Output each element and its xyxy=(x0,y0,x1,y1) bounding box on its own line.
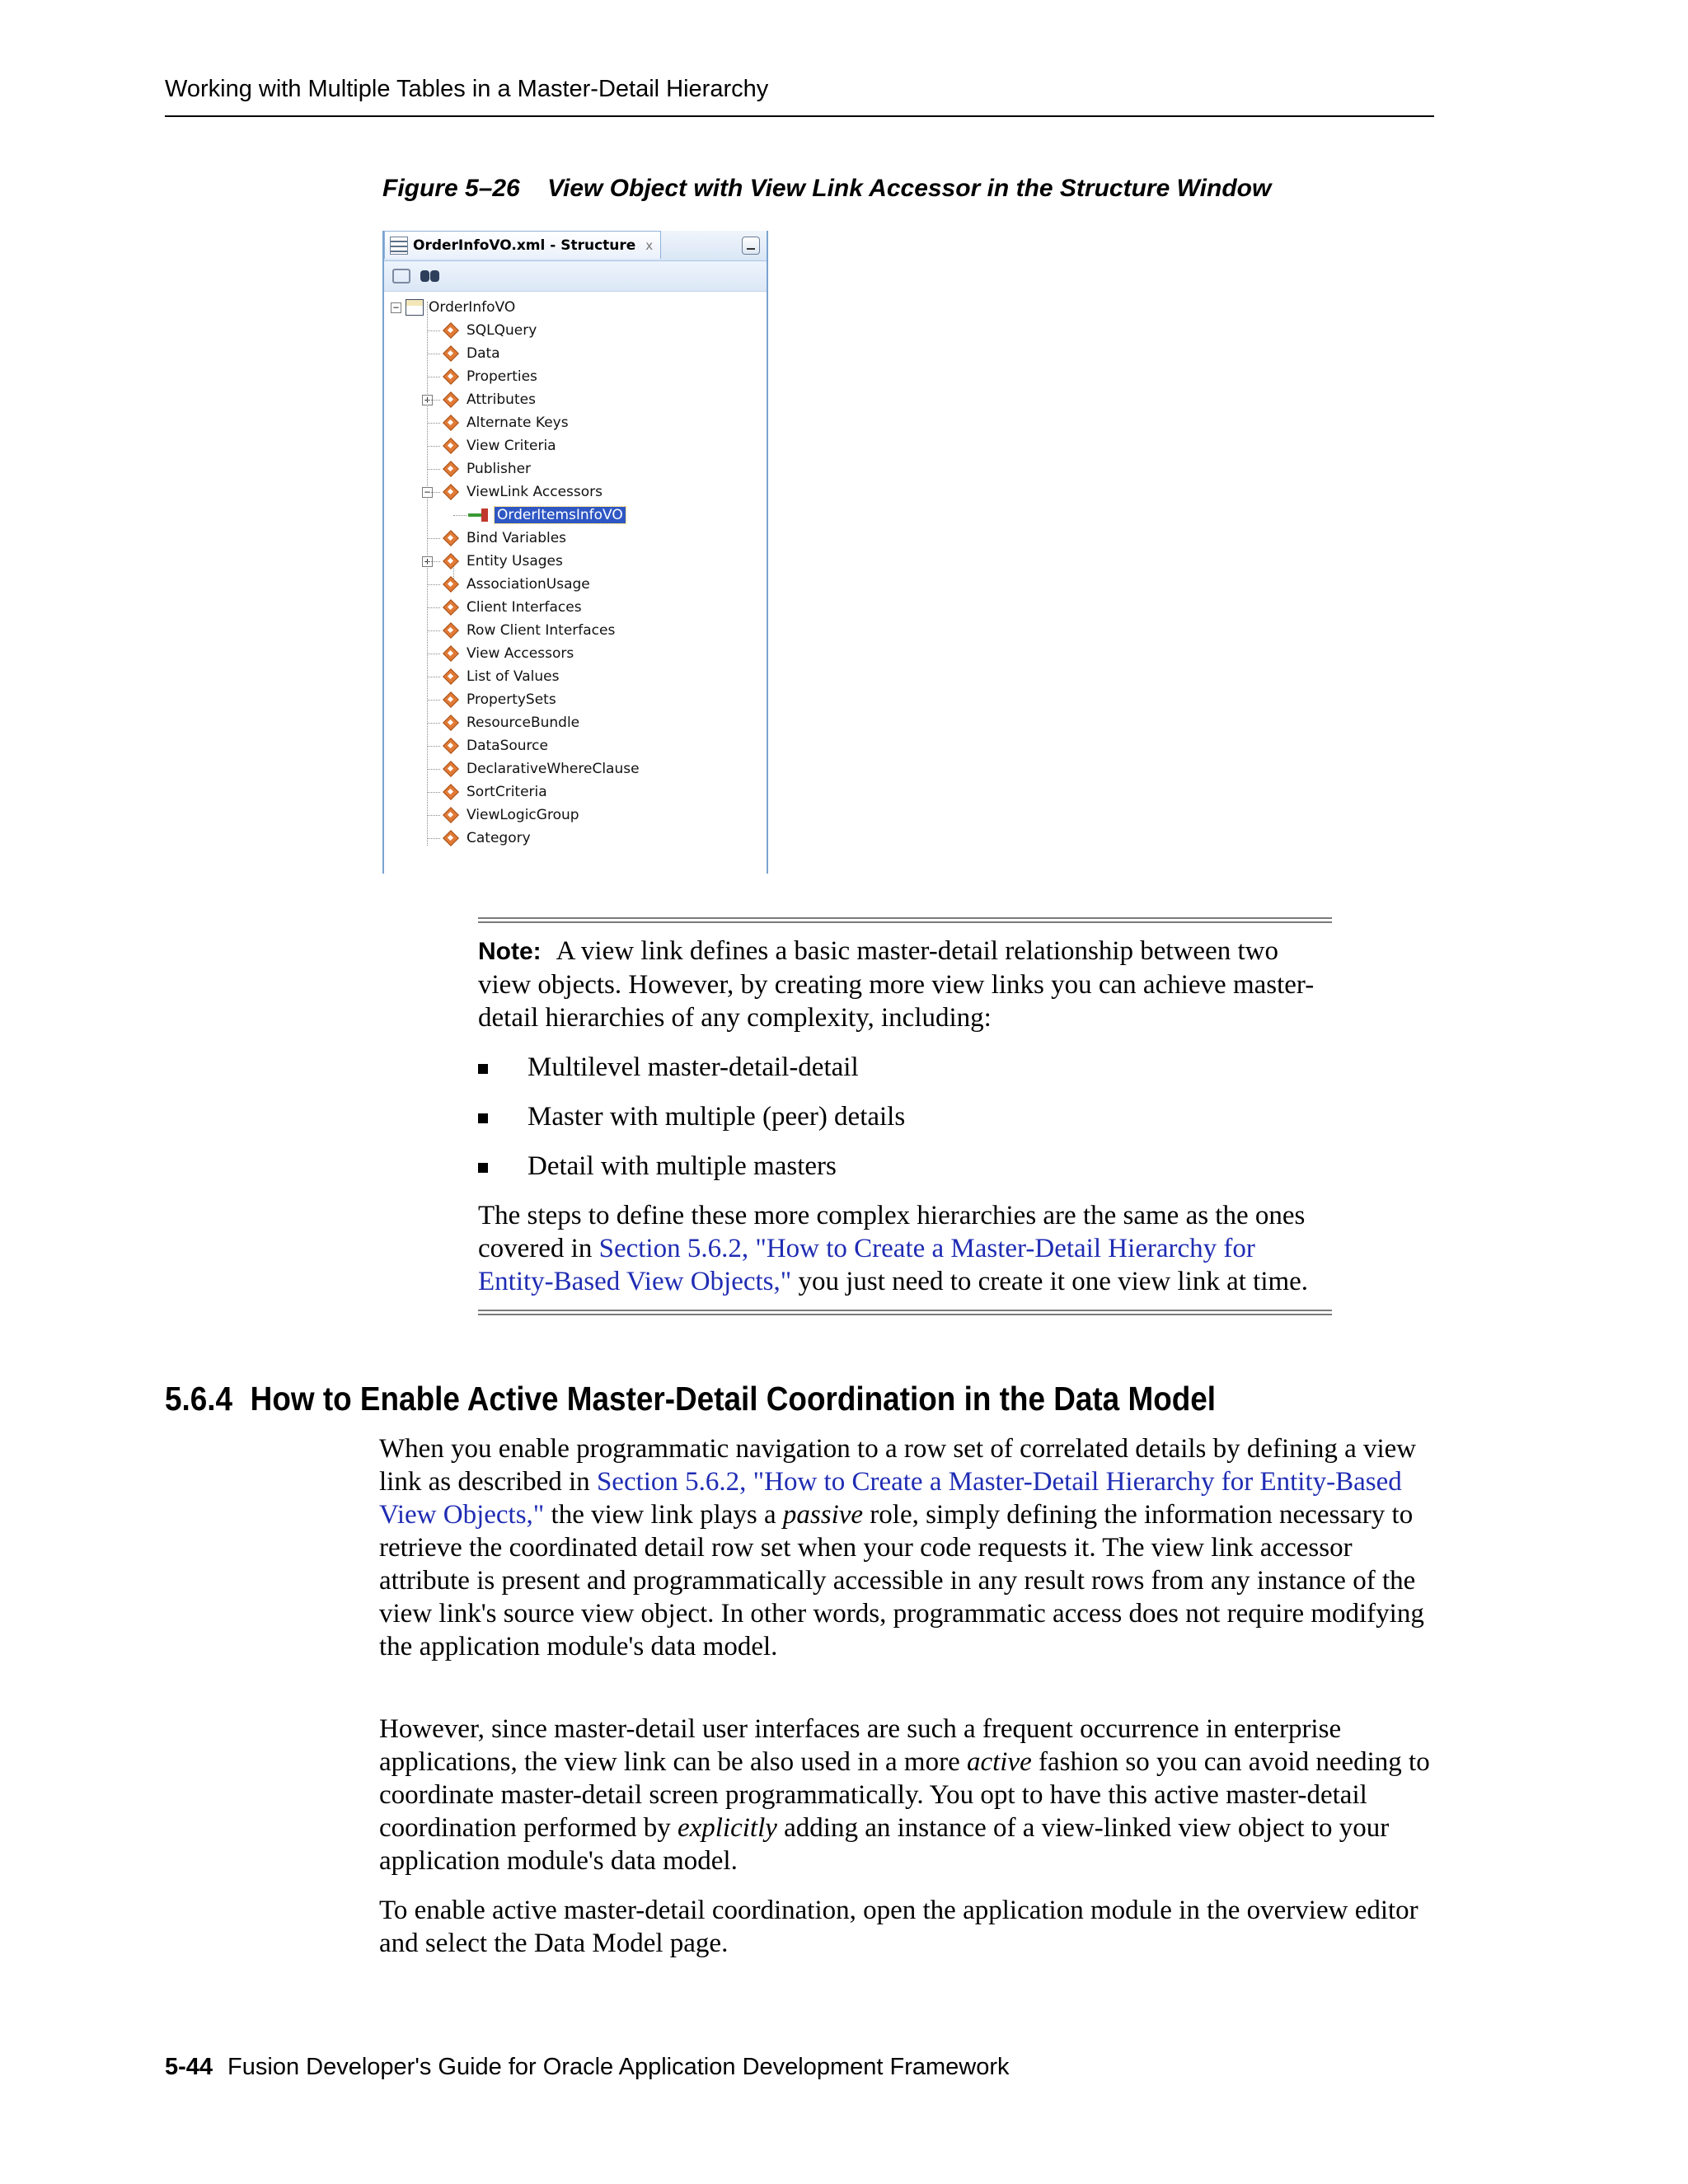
header-rule xyxy=(165,115,1434,117)
node-icon xyxy=(442,762,460,776)
note-bullet xyxy=(478,1150,1332,1183)
tree-node-label: Alternate Keys xyxy=(467,415,569,431)
tree-node-label: View Criteria xyxy=(467,438,556,454)
tree-node[interactable] xyxy=(427,480,603,504)
tree-node[interactable] xyxy=(427,388,536,411)
tree-node-label: PropertySets xyxy=(467,691,556,708)
tree-node[interactable] xyxy=(427,619,615,642)
node-icon xyxy=(442,600,460,615)
structure-icon xyxy=(390,237,408,255)
node-icon xyxy=(442,831,460,846)
tree-node-root[interactable] xyxy=(406,296,515,319)
tree-node[interactable] xyxy=(427,434,556,457)
body-paragraph: To enable active master-detail coordination, open the application module in the overview editor and select the Data Model page. xyxy=(379,1896,1418,1958)
node-icon xyxy=(442,785,460,799)
node-icon xyxy=(442,369,460,384)
tree-node-label: Bind Variables xyxy=(467,530,567,546)
node-icon xyxy=(442,346,460,361)
tree-node[interactable] xyxy=(427,804,579,827)
node-icon xyxy=(442,646,460,661)
tree-node-label: Row Client Interfaces xyxy=(467,622,616,639)
node-icon xyxy=(442,392,460,407)
collapse-toggle[interactable]: − xyxy=(391,302,401,313)
node-icon xyxy=(442,715,460,730)
tree-node[interactable] xyxy=(427,573,590,596)
running-header: Working with Multiple Tables in a Master-Detail Hierarchy xyxy=(165,76,769,102)
tree-node-label: Attributes xyxy=(467,391,536,408)
section-number: 5.6.4 xyxy=(165,1380,233,1418)
structure-window xyxy=(382,231,768,874)
tree-node-label: SQLQuery xyxy=(467,322,537,339)
note-box xyxy=(478,917,1332,1315)
node-icon xyxy=(442,669,460,684)
node-icon xyxy=(442,485,460,499)
tree-node-label: View Accessors xyxy=(467,645,574,662)
tree-node[interactable] xyxy=(427,827,531,850)
tree-node[interactable] xyxy=(427,527,566,550)
node-icon xyxy=(442,554,460,569)
figure-caption: Figure 5–26 View Object with View Link Accessor in the Structure Window xyxy=(382,175,1272,202)
node-icon xyxy=(442,415,460,430)
tree-node[interactable] xyxy=(427,688,556,711)
node-icon xyxy=(442,808,460,823)
window-titlebar xyxy=(384,231,767,261)
tree-node[interactable] xyxy=(427,757,640,780)
node-icon xyxy=(442,531,460,546)
tree-node-selected[interactable] xyxy=(453,504,626,527)
note-steps: The steps to define these more complex hierarchies are the same as the ones covered in Section 5.6.2, "How to Create a Master-Detail Hierarchy for Entity-Based View Objects," you just need to create it one view link at time. xyxy=(478,1201,1309,1296)
tree-node[interactable] xyxy=(427,342,500,365)
note-label: Note: xyxy=(478,938,542,965)
tree-node[interactable] xyxy=(427,642,574,665)
tree-node[interactable] xyxy=(427,665,559,688)
minimize-button[interactable] xyxy=(742,237,760,255)
section-heading xyxy=(165,1380,1216,1418)
tree-node-label: ResourceBundle xyxy=(467,715,580,731)
note-intro xyxy=(478,935,1332,1034)
node-icon xyxy=(442,692,460,707)
structure-tab[interactable] xyxy=(384,231,661,259)
view-object-icon xyxy=(406,299,424,316)
book-title: Fusion Developer's Guide for Oracle Application Development Framework xyxy=(227,2054,1010,2080)
tree-node-label: Client Interfaces xyxy=(467,599,582,616)
tree-node[interactable] xyxy=(427,711,579,734)
note-bullet xyxy=(478,1051,1332,1084)
node-icon xyxy=(442,577,460,592)
collapse-toggle[interactable]: − xyxy=(422,487,433,498)
section-link[interactable]: Section 5.6.2, "How to Create a Master-Detail Hierarchy for Entity-Based View Objects," xyxy=(379,1467,1402,1530)
node-icon xyxy=(442,323,460,338)
page-number: 5-44 xyxy=(165,2054,213,2080)
find-icon[interactable] xyxy=(420,267,440,285)
note-bullet-text: Detail with multiple masters xyxy=(528,1151,837,1181)
tree-node[interactable] xyxy=(427,734,548,757)
note-bullet-text: Master with multiple (peer) details xyxy=(528,1102,906,1132)
tree-node[interactable] xyxy=(427,550,563,573)
tree-node-label: Category xyxy=(467,830,531,846)
tree-node[interactable] xyxy=(427,457,531,480)
tree-node[interactable] xyxy=(427,411,569,434)
tree-node-label: ViewLogicGroup xyxy=(467,807,579,823)
tree-node-label: DataSource xyxy=(467,738,548,754)
tree-node-label: Properties xyxy=(467,368,537,385)
window-toolbar xyxy=(384,261,767,292)
tree-node-label: Entity Usages xyxy=(467,553,563,569)
tree-node-label: SortCriteria xyxy=(467,784,547,800)
structure-tab-title: OrderInfoVO.xml - Structure xyxy=(413,237,636,254)
structure-tree xyxy=(384,292,767,869)
tree-node[interactable] xyxy=(427,780,547,804)
body-paragraph: When you enable programmatic navigation to a row set of correlated details by defining a view link as described in Section 5.6.2, "How to Create a Master-Detail Hierarchy for Entity-Based View Objects," the view link plays a passive role, simply defining the information necessary to retrieve the coordinated detail row set when your code requests it. The view link accessor attribute is present and programmatically accessible in any result rows from any instance of the view link's source view object. In other words, programmatic access does not require modifying the application module's data model. xyxy=(379,1434,1424,1661)
tree-node-label: List of Values xyxy=(467,668,560,685)
tree-node-label: OrderItemsInfoVO xyxy=(495,507,626,523)
node-icon xyxy=(442,438,460,453)
note-intro-text: A view link defines a basic master-detail relationship between two view objects. However, by creating more view links you can achieve master-detail hierarchies of any complexity, including: xyxy=(478,936,1315,1033)
view-link-icon xyxy=(468,507,490,523)
expand-toggle[interactable]: + xyxy=(422,395,433,405)
tree-node-label: OrderInfoVO xyxy=(429,299,516,316)
tree-node-label: ViewLink Accessors xyxy=(467,484,603,500)
note-bullet xyxy=(478,1100,1332,1133)
body-paragraph: However, since master-detail user interfaces are such a frequent occurrence in enterprise applications, the view link can be also used in a more active fashion so you can avoid needing to coordinate master-detail screen programmatically. You opt to have this active master-detail coordination performed by explicitly adding an instance of a view-linked view object to your application module's data model. xyxy=(379,1714,1430,1876)
page-footer xyxy=(165,2054,1010,2081)
node-icon xyxy=(442,623,460,638)
expand-toggle[interactable]: + xyxy=(422,556,433,567)
tree-node-label: DeclarativeWhereClause xyxy=(467,761,640,777)
sync-icon[interactable] xyxy=(392,269,410,284)
node-icon xyxy=(442,462,460,476)
tree-node-label: Data xyxy=(467,345,500,362)
close-icon[interactable]: x xyxy=(645,237,654,253)
node-icon xyxy=(442,738,460,753)
note-top-rule xyxy=(478,917,1332,923)
note-bottom-rule xyxy=(478,1310,1332,1315)
tree-node-label: AssociationUsage xyxy=(467,576,590,593)
tree-node[interactable] xyxy=(427,596,582,619)
tree-node-label: Publisher xyxy=(467,461,532,477)
section-title: How to Enable Active Master-Detail Coordination in the Data Model xyxy=(250,1380,1217,1418)
note-bullet-text: Multilevel master-detail-detail xyxy=(528,1052,859,1082)
tree-node[interactable] xyxy=(427,319,537,342)
section-link[interactable]: Section 5.6.2, "How to Create a Master-Detail Hierarchy for Entity-Based View Objects," xyxy=(478,1234,1255,1296)
tree-node[interactable] xyxy=(427,365,537,388)
